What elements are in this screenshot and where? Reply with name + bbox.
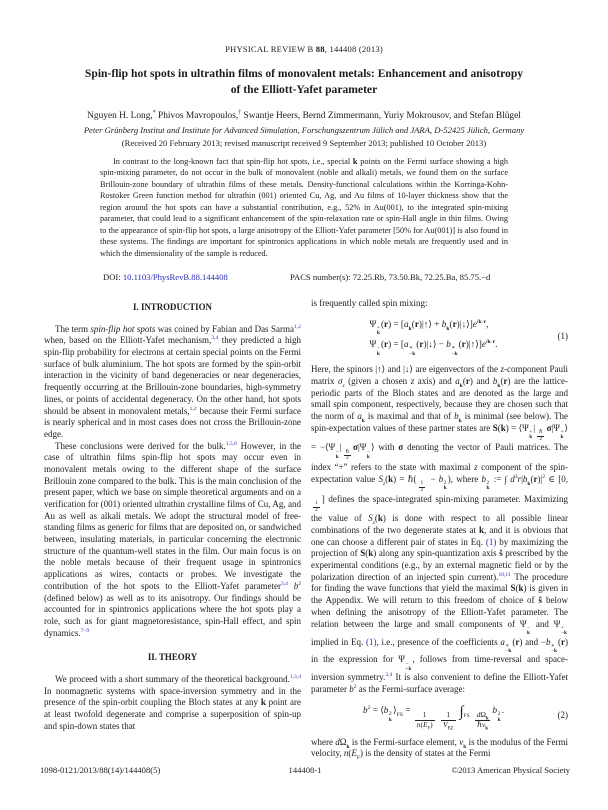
eq1-ref-link[interactable]: (1): [485, 536, 497, 547]
citation-link[interactable]: 3,4: [280, 580, 288, 587]
equation-1-body: [370, 317, 498, 357]
eq1-ref-link[interactable]: (1): [366, 636, 377, 647]
section-heading-introduction: I. INTRODUCTION: [133, 302, 212, 312]
left-column: [44, 298, 301, 760]
page-number: 144408-1: [288, 765, 322, 775]
pacs-numbers: PACS number(s): 72.25.Rb, 73.50.Bk, 72.25.Ba, 85.75.−d: [290, 272, 491, 282]
citation-link[interactable]: 1,2: [189, 405, 197, 412]
two-column-body: [44, 298, 568, 760]
doi-block: [103, 272, 228, 282]
section-heading-theory: II. THEORY: [147, 652, 198, 663]
citation-link[interactable]: 1,3,4: [289, 673, 301, 680]
equation-1-number: (1): [557, 331, 568, 342]
citation-link[interactable]: 1,2: [294, 323, 301, 330]
abstract: In contrast to the long-known fact that spin-flip hot spots, i.e., special k points on the Fermi surface showing a high spin-mixing parameter, do not occur in the bulk of monovalent (noble and alkali) metals, we found them on the surface Brillouin-zone boundary of ultrathin films of these metals. Density-functional calculations within the Korringa-Kohn-Rostoker Green function method for ultrathin (001) oriented Cu, Ag, and Au films of 10-layer thickness show that the region around the hot spots can have a substantial contribution, e.g., 52% in Au(001), to the integrated spin-mixing parameter, that could lead to a significant enhancement of the spin-relaxation rate or spin-Hall angle in thin films. Owing to the appearance of spin-flip hot spots, a large anisotropy of the Elliott-Yafet parameter [50% for Au(001)] is also found in these systems. The findings are important for spintronics applications in which noble metals are frequently used and in which the dimensionality of the sample is reduced.: [100, 157, 508, 258]
spin-mixing-lead-line: is frequently called spin mixing:: [311, 298, 428, 308]
citation-link[interactable]: 10,11: [498, 571, 511, 578]
equation-2-body: $b^2$ = ⟨b 2 k $⟩_{FS}$ = $\frac{1}{n(E_F)}$ $\frac{1}{V_{BZ}}$ $\int_{FS}$ $\frac{d\Omega_k}{\hbar v_k}$ b 2 k .: [362, 703, 505, 732]
equation-1-line-1: Ψ + k $(r) = [a_k(r)|↑⟩$ + $b_k(r)|↓⟩]e^{ik\cdot r}$,: [369, 318, 489, 337]
citation-link[interactable]: 3,4: [385, 672, 393, 679]
theory-paragraph-3: where $d\Omega_k$ is the Fermi-surface element, $v_k$ is the modulus of the Fermi velocity, $n(E_F)$ is the density of states at the Fermi: [311, 736, 568, 762]
issn-code: 1098-0121/2013/88(14)/144408(5): [40, 765, 161, 775]
theory-paragraph-2: Here, the spinors |↑⟩ and |↓⟩ are eigenvectors of the z-component Pauli matrix $\sigma_z$ (given a chosen z axis) and $a_k(r)$ and $b_k(r)$ are the lattice-periodic parts of the Bloch states and are denoted as the large and small spin component, respectively, because they are chosen such that the norm of $a_k$ is maximal and that of $b_k$ is minimal (see below). The spin-expectation values of these partner states are S(k) = ⟨Ψ + k | $\frac{\text{ℏ}}{2}$ σ|Ψ + k ⟩ = −⟨Ψ − k | $\frac{\text{ℏ}}{2}$ σ|Ψ − k ⟩ with σ denoting the vector of Pauli matrices. The index “+” refers to the state with maximal z component of the spin-expectation value $S_z(k)$ = ℏ( $\frac{1}{2}$ − b 2 k ), where b 2 k := ∫ $d^3r|b_k(r)|^2$ ∈ [0, $\frac{1}{2}$ ] defines the space-integrated spin-mixing parameter. Maximizing the value of $S_z(k)$ is done with respect to all possible linear combinations of the two degenerate states at k, and it is obvious that one can choose a different pair of states in Eq. (1) by maximizing the projection of S(k) along any spin-quantization axis ŝ prescribed by the experimental conditions (e.g., by an external magnetic field or by the polarization direction of an injected spin current).$^{10,11}$ The procedure for finding the wave functions that yield the maximal S(k) is given in the Appendix. We will return to this freedom of choice of ŝ below when defining the anisotropy of the Elliott-Yafet parameter. The relation between the large and small components of Ψ − k and Ψ + −k implied in Eq. (1), i.e., presence of the coefficients a ∗ −k (r) and −b ∗ −k (r) in the expression for Ψ − +k , follows from time-reversal and space-inversion symmetry.$^{3,4}$ It is also convenient to define the Elliott-Yafet parameter $b^2$ as the Fermi-surface average:: [311, 364, 569, 695]
right-column: [311, 298, 568, 760]
copyright-notice: ©2013 American Physical Society: [451, 765, 571, 775]
citation-link[interactable]: 1,5,6: [225, 440, 237, 447]
affiliation-line: Peter Grünberg Institut and Institute for Advanced Simulation, Forschungszentrum Jülich and JARA, D-52425 Jülich, Germany: [83, 125, 525, 135]
doi-pacs-row: [0, 272, 608, 284]
footnote-dagger-link[interactable]: †: [238, 109, 242, 116]
intro-paragraph-2: These conclusions were derived for the bulk.$^{1,5,6}$ However, in the case of ultrathin films spin-flip hot spots may occur even in monovalent metals owing to the different shape of the surface Brillouin zone compared to the bulk. This is the main conclusion of the present paper, which we base on simple theoretical arguments and on a verification for (001) oriented ultrathin crystalline films of Cu, Ag, and Au as well as alkali metals. We adopt the structural model of free-standing films as generic for films that are deposited on, or sandwiched between, insulating materials, in particular concerning the electronic structure of the quantum-well states in the film. Our main focus is on the noble metals because of their frequent usage in spintronics applications as wires, contacts or probes. We investigate the contribution of the hot spots to the Elliott-Yafet parameter$^{3,4}$ $b^2$ (defined below) as well as to its anisotropy. Our findings should be accounted for in spintronics applications where the hot spots play a role, such as for giant magnetoresistance, spin-Hall effect, and spin dynamics.$^{7-9}$: [44, 440, 302, 638]
page-footer: [40, 765, 570, 775]
doi-link[interactable]: 10.1103/PhysRevB.88.144408: [122, 272, 228, 282]
citation-link[interactable]: 3,4: [211, 335, 219, 342]
authors-line: Nguyen H. Long,* Phivos Mavropoulos,† Swantje Heers, Bernd Zimmermann, Yuriy Mokrousov, and Stefan Blügel: [87, 109, 521, 121]
equation-1: [311, 310, 568, 364]
footnote-star-link[interactable]: *: [152, 109, 156, 116]
equation-2-number: (2): [557, 710, 568, 721]
paper-title: Spin-flip hot spots in ultrathin films of monovalent metals: Enhancement and anisotropy of the Elliott-Yafet parameter: [84, 67, 524, 96]
doi-label: DOI:: [103, 272, 121, 282]
equation-2: [311, 696, 568, 737]
citation-link[interactable]: 7–9: [80, 627, 90, 634]
intro-paragraph-1: The term spin-flip hot spots was coined by Fabian and Das Sarma$^{1,2}$ when, based on the Elliott-Yafet mechanism,$^{3,4}$ they predicted a high spin-flip probability for electrons at certain special points on the Fermi surface of bulk aluminium. The hot spots are formed by the spin-orbit interaction in the vicinity of band degeneracies or near degeneracies, frequently occurring at the Brillouin-zone boundaries, high-symmetry lines, or points of accidental degeneracy. On the other hand, hot spots should be absent in monovalent metals,$^{1,2}$ because their Fermi surface is nearly spherical and in most cases does not cross the Brillouin-zone edge.: [44, 323, 302, 439]
journal-header: PHYSICAL REVIEW B 88, 144408 (2013): [225, 44, 383, 54]
equation-1-line-2: Ψ − k (r) = [a ∗ −k (r)|↓⟩ − b ∗ −k $(r)|↑⟩]e^{ik\cdot r}$.: [369, 338, 498, 357]
theory-paragraph-1: We proceed with a short summary of the theoretical background.$^{1,3,4}$ In nonmagnetic systems with space-inversion symmetry and in the presence of the spin-orbit coupling the Bloch states at any k point are at least twofold degenerate and comprise a superposition of spin-up and spin-down states that: [44, 673, 301, 731]
received-dates-line: (Received 20 February 2013; revised manuscript received 9 September 2013; published 10 October 2013): [121, 138, 487, 148]
